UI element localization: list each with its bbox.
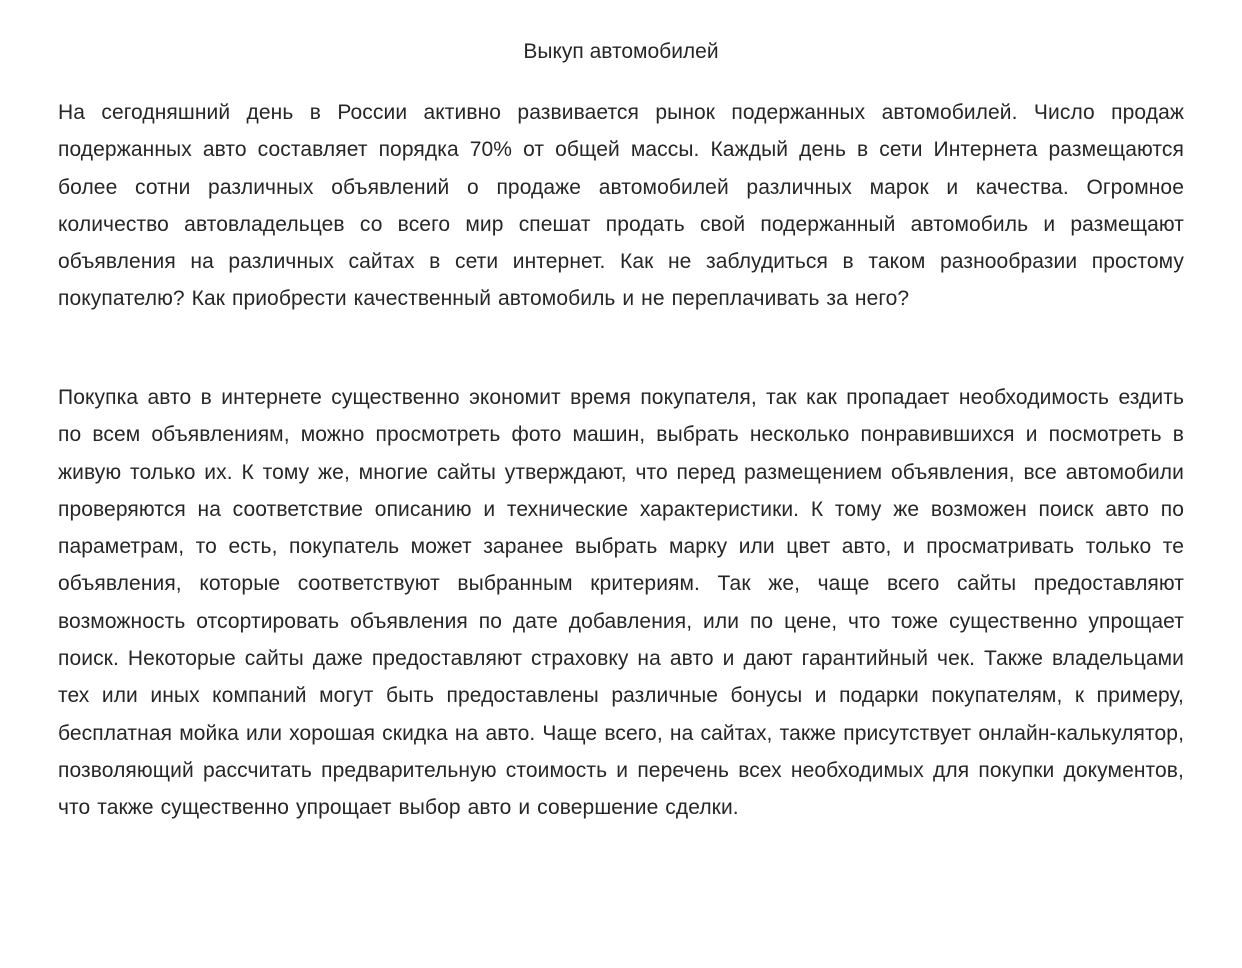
- paragraph-1: На сегодняшний день в России активно развивается рынок подержанных автомобилей. Число продаж подержанных авто составляет порядка 70% от общей массы. Каждый день в сети Интернета размещаются более сотни различных объявлений о продаже автомобилей различных марок и качества. Огромное количество автовладельцев со всего мир спешат продать свой подержанный автомобиль и размещают объявления на различных сайтах в сети интернет. Как не заблудиться в таком разнообразии простому покупателю? Как приобрести качественный автомобиль и не переплачивать за него?: [58, 101, 1184, 311]
- document-title: Выкуп автомобилей: [523, 40, 719, 63]
- paragraph-2: Покупка авто в интернете существенно экономит время покупателя, так как пропадает необходимость ездить по всем объявлениям, можно просмотреть фото машин, выбрать несколько понравившихся и посмотреть в живую только их. К тому же, многие сайты утверждают, что перед размещением объявления, все автомобили проверяются на соответствие описанию и технические характеристики. К тому же возможен поиск авто по параметрам, то есть, покупатель может заранее выбрать марку или цвет авто, и просматривать только те объявления, которые соответствуют выбранным критериям. Так же, чаще всего сайты предоставляют возможность отсортировать объявления по дате добавления, или по цене, что тоже существенно упрощает поиск. Некоторые сайты даже предоставляют страховку на авто и дают гарантийный чек. Также владельцами тех или иных компаний могут быть предоставлены различные бонусы и подарки покупателям, к примеру, бесплатная мойка или хорошая скидка на авто. Чаще всего, на сайтах, также присутствует онлайн-калькулятор, позволяющий рассчитать предварительную стоимость и перечень всех необходимых для покупки документов, что также существенно упрощает выбор авто и совершение сделки.: [58, 386, 1184, 820]
